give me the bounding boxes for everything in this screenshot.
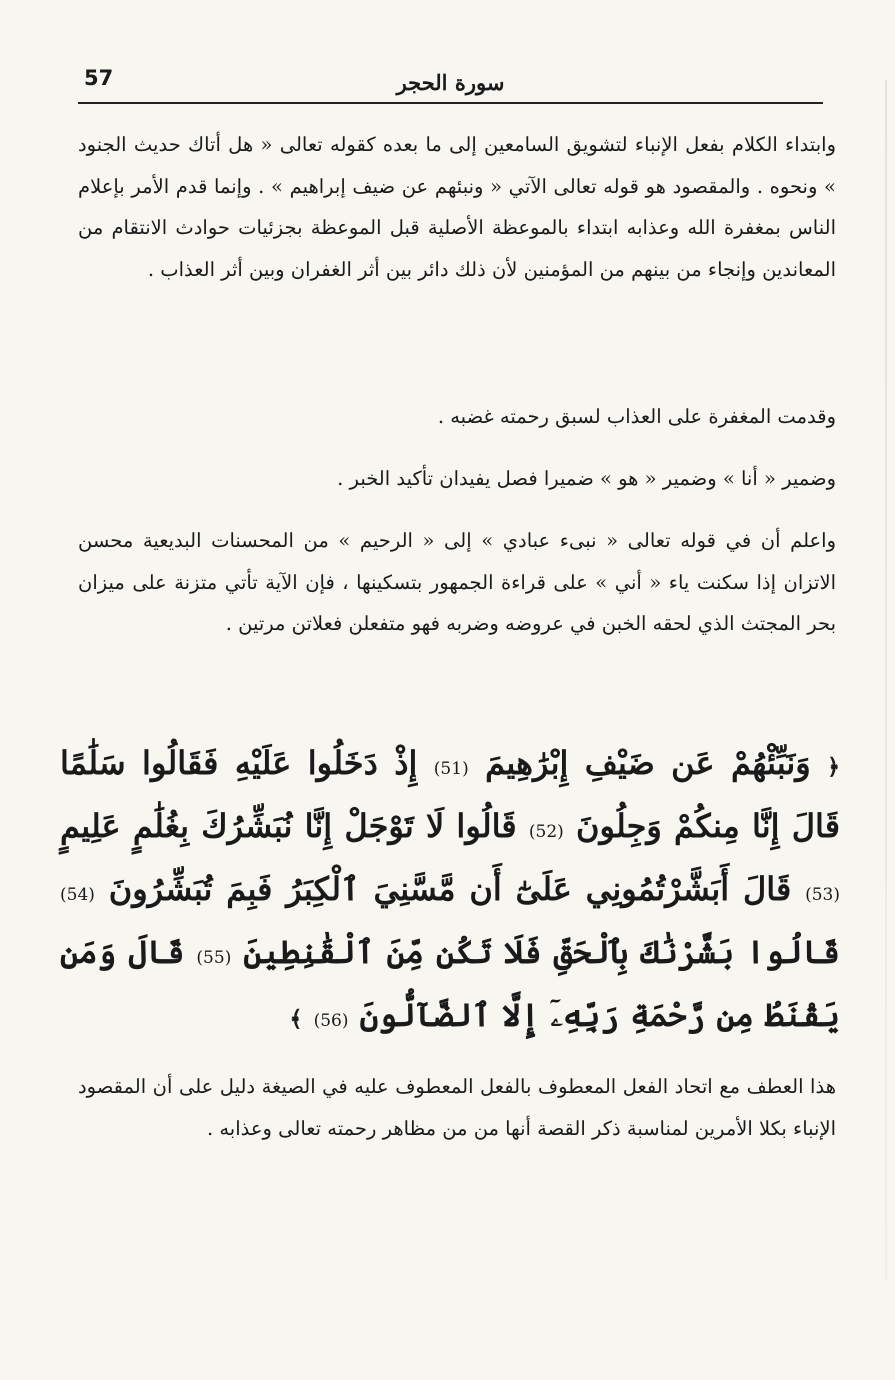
verse-text: قَالُوا بَشَّرْنَٰكَ بِٱلْحَقِّ فَلَا تَكُن مِّنَ ٱلْقَٰنِطِينَ <box>243 933 840 971</box>
verse-number: (55) <box>196 948 232 968</box>
verse-text: قَالَ أَبَشَّرْتُمُونِي عَلَىٰٓ أَن مَّسَّنِيَ ٱلْكِبَرُ فَبِمَ تُبَشِّرُونَ <box>108 870 792 908</box>
page-number: 57 <box>84 66 114 90</box>
surah-title: سورة الحجر <box>396 70 505 95</box>
verse-number: (53) <box>805 885 841 905</box>
paragraph-meter: واعلم أن في قوله تعالى « نبىء عبادي » إلى « الرحيم » من المحسنات البديعية محسن الاتزان إذا سكنت ياء « أني » على قراءة الجمهور بتسكينها ، فإن الآية تأتي متزنة على ميزان بحر المجتث الذي لحقه الخبن في عروضه وضربه فهو متفعلن فعلاتن مرتين . <box>78 529 836 635</box>
verse-number: (51) <box>433 759 469 779</box>
verse-text: إِذْ دَخَلُوا عَلَيْهِ فَقَالُوا سَلَٰمًا قَالَ إِنَّا مِنكُمْ وَجِلُونَ <box>60 744 841 845</box>
verse-close-bracket: ﴾ <box>289 1006 303 1032</box>
verse-text: قَالُوا لَا تَوْجَلْ إِنَّا نُبَشِّرُكَ بِغُلَٰمٍ عَلِيمٍ <box>60 807 517 845</box>
verse-text: وَنَبِّئْهُمْ عَن ضَيْفِ إِبْرَٰهِيمَ <box>485 744 811 782</box>
verse-number: (54) <box>60 885 95 905</box>
page-edge-shadow <box>885 80 887 1280</box>
verse-number: (52) <box>528 822 564 842</box>
verse-text: قَالَ وَمَن يَقْنَطُ مِن رَّحْمَةِ رَبِّهِۦٓ إِلَّا ٱلضَّآلُّونَ <box>60 933 840 1034</box>
verse-number: (56) <box>313 1011 349 1031</box>
page-header <box>78 58 823 104</box>
paragraph-mercy: وقدمت المغفرة على العذاب لسبق رحمته غضبه . <box>437 405 836 428</box>
paragraph-intro: وابتداء الكلام بفعل الإنباء لتشويق السامعين إلى ما بعده كقوله تعالى « هل أتاك حديث الجنود » ونحوه . والمقصود هو قوله تعالى الآتي « ونبئهم عن ضيف إبراهيم » . وإنما قدم الأمر بإعلام الناس بمغفرة الله وعذابه ابتداء بالموعظة الأصلية قبل الموعظة بجزئيات حوادث الانتقام من المعاندين وإنجاء من بينهم من المؤمنين لأن ذلك دائر بين أثر الغفران وبين أثر العذاب . <box>78 133 836 281</box>
paragraph-commentary: هذا العطف مع اتحاد الفعل المعطوف بالفعل المعطوف عليه في الصيغة دليل على أن المقصود الإنباء بكلا الأمرين لمناسبة ذكر القصة أنها من من مظاهر رحمته تعالى وعذابه . <box>78 1075 836 1140</box>
quran-verses-block <box>60 735 840 1050</box>
verse-open-bracket: ﴿ <box>827 754 841 780</box>
paragraph-pronouns: وضمير « أنا » وضمير « هو » ضميرا فصل يفيدان تأكيد الخبر . <box>337 467 836 490</box>
